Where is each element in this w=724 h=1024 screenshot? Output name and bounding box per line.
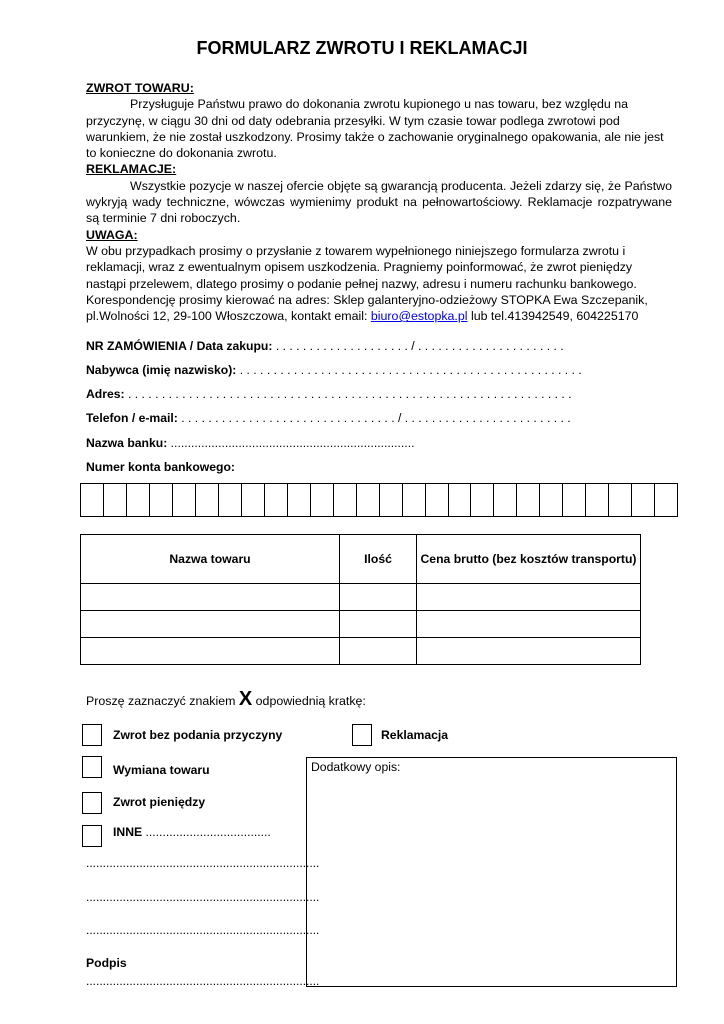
reklamacje-heading: REKLAMACJE: (86, 162, 177, 177)
correspondence-text (86, 292, 672, 325)
account-digit-cell[interactable] (632, 484, 655, 516)
additional-description-label: Dodatkowy opis: (311, 760, 401, 774)
table-row (81, 584, 641, 611)
account-digit-cell[interactable] (265, 484, 288, 516)
header-gross-price: Cena brutto (bez kosztów transportu) (417, 535, 641, 584)
account-digit-cell[interactable] (471, 484, 494, 516)
correspondence-phone: lub tel.413942549, 604225170 (467, 309, 639, 324)
price-cell[interactable] (417, 638, 641, 665)
account-digit-cell[interactable] (655, 484, 677, 516)
order-dots: . . . . . . . . . . . . . . . . . . . . / . . . . . . . . . . . . . . . . . . . . . . (272, 339, 564, 353)
blank-line[interactable]: ...................................................................... (86, 890, 320, 904)
buyer-field[interactable] (86, 363, 582, 377)
bank-dots: ........................................................................ (167, 436, 415, 450)
account-digit-cell[interactable] (196, 484, 219, 516)
option-reklamacja-label: Reklamacja (381, 728, 449, 742)
account-digit-cell[interactable] (609, 484, 632, 516)
option-inne (113, 825, 271, 839)
account-digit-cell[interactable] (380, 484, 403, 516)
checkbox-zwrot-bez-przyczyny[interactable] (82, 724, 102, 746)
checkbox-inne[interactable] (82, 825, 102, 847)
account-digit-cell[interactable] (104, 484, 127, 516)
bank-field[interactable] (86, 436, 414, 450)
blank-line[interactable]: ...................................................................... (86, 923, 320, 937)
zwrot-text: Przysługuje Państwu prawo do dokonania zwrotu kupionego u nas towaru, bez względu na przyczynę, w ciągu 30 dni od daty odebrania przesyłki. W tym czasie towar podlega zwrotowi pod warunkiem, że nie został uszkodzony. Prosimy także o zachowanie oryginalnego opakowania, ale nie jest to konieczne do dokonania zwrotu. (86, 97, 664, 161)
table-header-row (81, 535, 641, 584)
price-cell[interactable] (417, 584, 641, 611)
option-zwrot-bez-przyczyny-label: Zwrot bez podania przyczyny (113, 728, 283, 742)
quantity-cell[interactable] (340, 611, 417, 638)
account-digit-cell[interactable] (334, 484, 357, 516)
checkbox-zwrot-pieniedzy[interactable] (82, 792, 102, 814)
order-field[interactable] (86, 339, 564, 353)
account-digit-cell[interactable] (150, 484, 173, 516)
account-digit-cell[interactable] (357, 484, 380, 516)
option-wymiana-towaru-label: Wymiana towaru (113, 763, 210, 777)
option-inne-label: INNE (113, 825, 143, 839)
account-digit-cell[interactable] (517, 484, 540, 516)
email-link[interactable]: biuro@estopka.pl (370, 309, 468, 324)
instruction-before: Proszę zaznaczyć znakiem (86, 694, 239, 708)
account-digit-cell[interactable] (219, 484, 242, 516)
account-digit-cell[interactable] (563, 484, 586, 516)
account-digit-cell[interactable] (540, 484, 563, 516)
account-digit-cell[interactable] (127, 484, 150, 516)
price-cell[interactable] (417, 611, 641, 638)
checkbox-reklamacja[interactable] (352, 724, 372, 746)
correspondence-address: Korespondencję prosimy kierować na adres: Sklep galanteryjno-odzieżowy STOPKA Ewa Szczepanik, pl.Wolności 12, 29-100 Włoszczowa, kontakt email: (86, 292, 648, 324)
account-digit-cell[interactable] (242, 484, 265, 516)
product-name-cell[interactable] (81, 638, 340, 665)
x-mark: X (238, 688, 253, 710)
quantity-cell[interactable] (340, 584, 417, 611)
bank-label: Nazwa banku: (86, 436, 168, 450)
order-label: NR ZAMÓWIENIA / Data zakupu: (86, 339, 273, 353)
uwaga-text: W obu przypadkach prosimy o przysłanie z towarem wypełnionego niniejszego formularza zwrotu i reklamacji, wraz z ewentualnym opisem uszkodzenia. Pragniemy poinformować, że zwrot pieniędzy nastąpi przelewem, dlatego prosimy o podanie pełnej nazwy, adresu i numeru rachunku bankowego. (86, 243, 637, 291)
account-digit-cell[interactable] (494, 484, 517, 516)
table-row (81, 638, 641, 665)
account-digit-cell[interactable] (288, 484, 311, 516)
account-digit-cell[interactable] (586, 484, 609, 516)
zwrot-heading: ZWROT TOWARU: (86, 81, 194, 95)
additional-description-box[interactable] (306, 757, 677, 987)
address-dots: . . . . . . . . . . . . . . . . . . . . . . . . . . . . . . . . . . . . . . . . . . . . . . . . . . . . . . . . . . . . . . . . . . (124, 387, 572, 401)
reklamacje-text: Wszystkie pozycje w naszej ofercie objęte są gwarancją producenta. Jeżeli zdarzy się, że Państwo wykryją wady techniczne, wówczas wymienimy produkt na pełnowartościowy. Reklamacje rozpatrywane są terminie 7 dni roboczych. (86, 178, 672, 226)
account-digit-cell[interactable] (173, 484, 196, 516)
phone-email-field[interactable] (86, 411, 571, 425)
account-digit-cell[interactable] (403, 484, 426, 516)
instruction-after: odpowiednią kratkę: (252, 694, 366, 708)
signature-label: Podpis (86, 956, 127, 970)
account-number-grid[interactable] (80, 483, 678, 517)
zwrot-section (86, 80, 672, 324)
goods-table (80, 534, 641, 665)
address-field[interactable] (86, 387, 572, 401)
blank-line[interactable]: ...................................................................... (86, 856, 320, 870)
checkbox-wymiana-towaru[interactable] (82, 756, 102, 778)
phone-dots: . . . . . . . . . . . . . . . . . . . . . . . . . . . . . . . . / . . . . . . . . . . . . . . . . . . . . . . . . . (177, 411, 571, 425)
account-digit-cell[interactable] (426, 484, 449, 516)
uwaga-heading: UWAGA: (86, 227, 138, 242)
product-name-cell[interactable] (81, 584, 340, 611)
account-digit-cell[interactable] (311, 484, 334, 516)
account-digit-cell[interactable] (449, 484, 472, 516)
address-label: Adres: (86, 387, 125, 401)
phone-label: Telefon / e-mail: (86, 411, 178, 425)
option-inne-dots: ..................................... (142, 825, 271, 839)
table-row (81, 611, 641, 638)
product-name-cell[interactable] (81, 611, 340, 638)
account-digit-cell[interactable] (81, 484, 104, 516)
option-zwrot-pieniedzy-label: Zwrot pieniędzy (113, 795, 206, 809)
header-product-name: Nazwa towaru (81, 535, 340, 584)
buyer-label: Nabywca (imię nazwisko): (86, 363, 237, 377)
header-quantity: Ilość (340, 535, 417, 584)
page-title: FORMULARZ ZWROTU I REKLAMACJI (196, 38, 528, 58)
quantity-cell[interactable] (340, 638, 417, 665)
account-label: Numer konta bankowego: (86, 460, 235, 474)
instruction-text (86, 688, 366, 711)
signature-line[interactable]: ...................................................................... (86, 974, 320, 988)
buyer-dots: . . . . . . . . . . . . . . . . . . . . . . . . . . . . . . . . . . . . . . . . . . . . . . . . . . . (236, 363, 582, 377)
